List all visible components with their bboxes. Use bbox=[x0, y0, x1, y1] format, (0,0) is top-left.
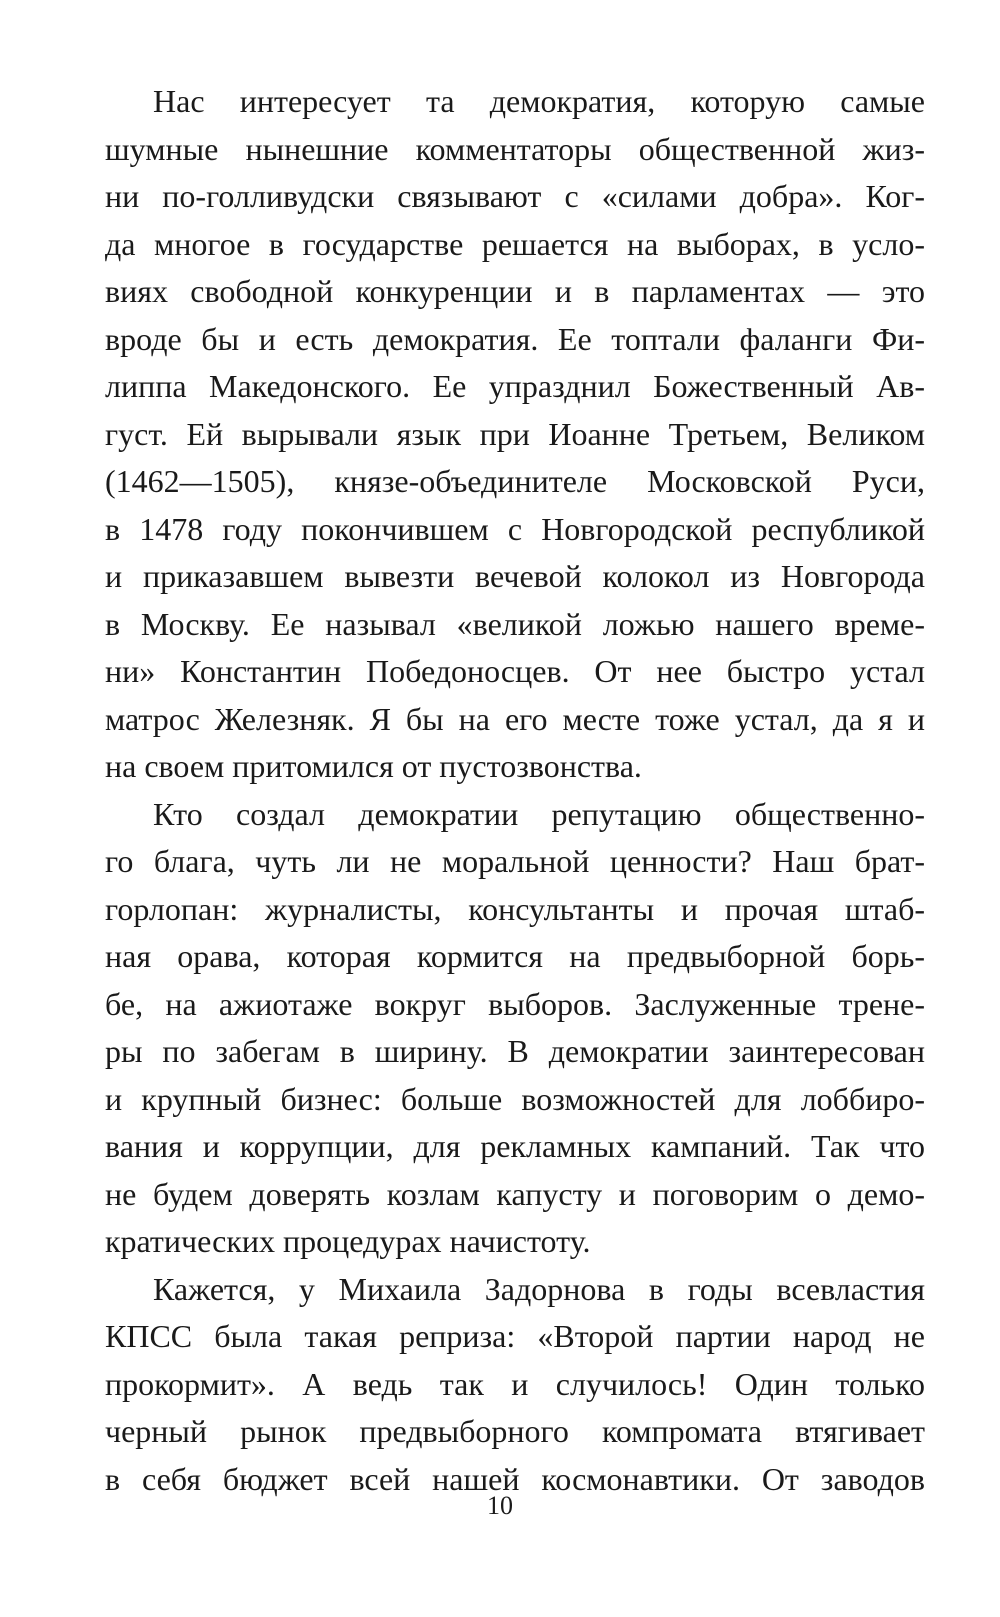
page-number: 10 bbox=[487, 1491, 513, 1520]
text-line: густ. Ей вырывали язык при Иоанне Третьем, Великом bbox=[105, 415, 925, 452]
text-line: Кто создал демократии репутацию общественно- bbox=[153, 795, 925, 832]
text-line: шумные нынешние комментаторы общественной жиз- bbox=[105, 130, 925, 167]
text-line: бе, на ажиотаже вокруг выборов. Заслуженные трене- bbox=[105, 985, 925, 1022]
text-line: в Москву. Ее называл «великой ложью нашего време- bbox=[105, 605, 925, 642]
text-line: ры по забегам в ширину. В демократии заинтересован bbox=[105, 1033, 925, 1069]
text-line: (1462—1505), князе-объединителе Московской Руси, bbox=[105, 463, 925, 499]
text-line: КПСС была такая реприза: «Второй партии народ не bbox=[105, 1318, 925, 1354]
text-line: ни по-голливудски связывают с «силами добра». Ког- bbox=[105, 178, 925, 214]
text-line: матрос Железняк. Я бы на его месте тоже устал, да я и bbox=[105, 700, 925, 737]
text-line: Кажется, у Михаила Задорнова в годы всевластия bbox=[153, 1270, 925, 1307]
text-line: прокормит». А ведь так и случилось! Один только bbox=[105, 1365, 925, 1402]
text-line: кратических процедурах начистоту. bbox=[105, 1223, 591, 1259]
text-line: не будем доверять козлам капусту и поговорим о демо- bbox=[105, 1175, 925, 1212]
text-line: на своем притомился от пустозвонства. bbox=[105, 748, 642, 784]
text-line: вания и коррупции, для рекламных кампаний. Так что bbox=[105, 1128, 925, 1164]
text-line: в 1478 году покончившем с Новгородской республикой bbox=[105, 510, 925, 547]
text-line: черный рынок предвыборного компромата втягивает bbox=[105, 1413, 925, 1449]
body-text bbox=[105, 78, 925, 1503]
text-line: и крупный бизнес: больше возможностей для лоббиро- bbox=[105, 1080, 925, 1117]
text-line: виях свободной конкуренции и в парламентах — это bbox=[105, 273, 925, 309]
text-line: Нас интересует та демократия, которую самые bbox=[153, 83, 925, 119]
text-line: ная орава, которая кормится на предвыборной борь- bbox=[105, 938, 925, 974]
text-line: липпа Македонского. Ее упразднил Божественный Ав- bbox=[105, 368, 925, 404]
text-line: го блага, чуть ли не моральной ценности? Наш брат- bbox=[105, 843, 925, 879]
text-line: да многое в государстве решается на выборах, в усло- bbox=[105, 225, 925, 262]
text-line: в себя бюджет всей нашей космонавтики. От заводов bbox=[105, 1460, 925, 1497]
text-line: ни» Константин Победоносцев. От нее быстро устал bbox=[105, 653, 925, 689]
text-line: вроде бы и есть демократия. Ее топтали фаланги Фи- bbox=[105, 320, 925, 357]
text-line: и приказавшем вывезти вечевой колокол из Новгорода bbox=[105, 558, 925, 594]
text-line: горлопан: журналисты, консультанты и прочая штаб- bbox=[105, 890, 925, 927]
